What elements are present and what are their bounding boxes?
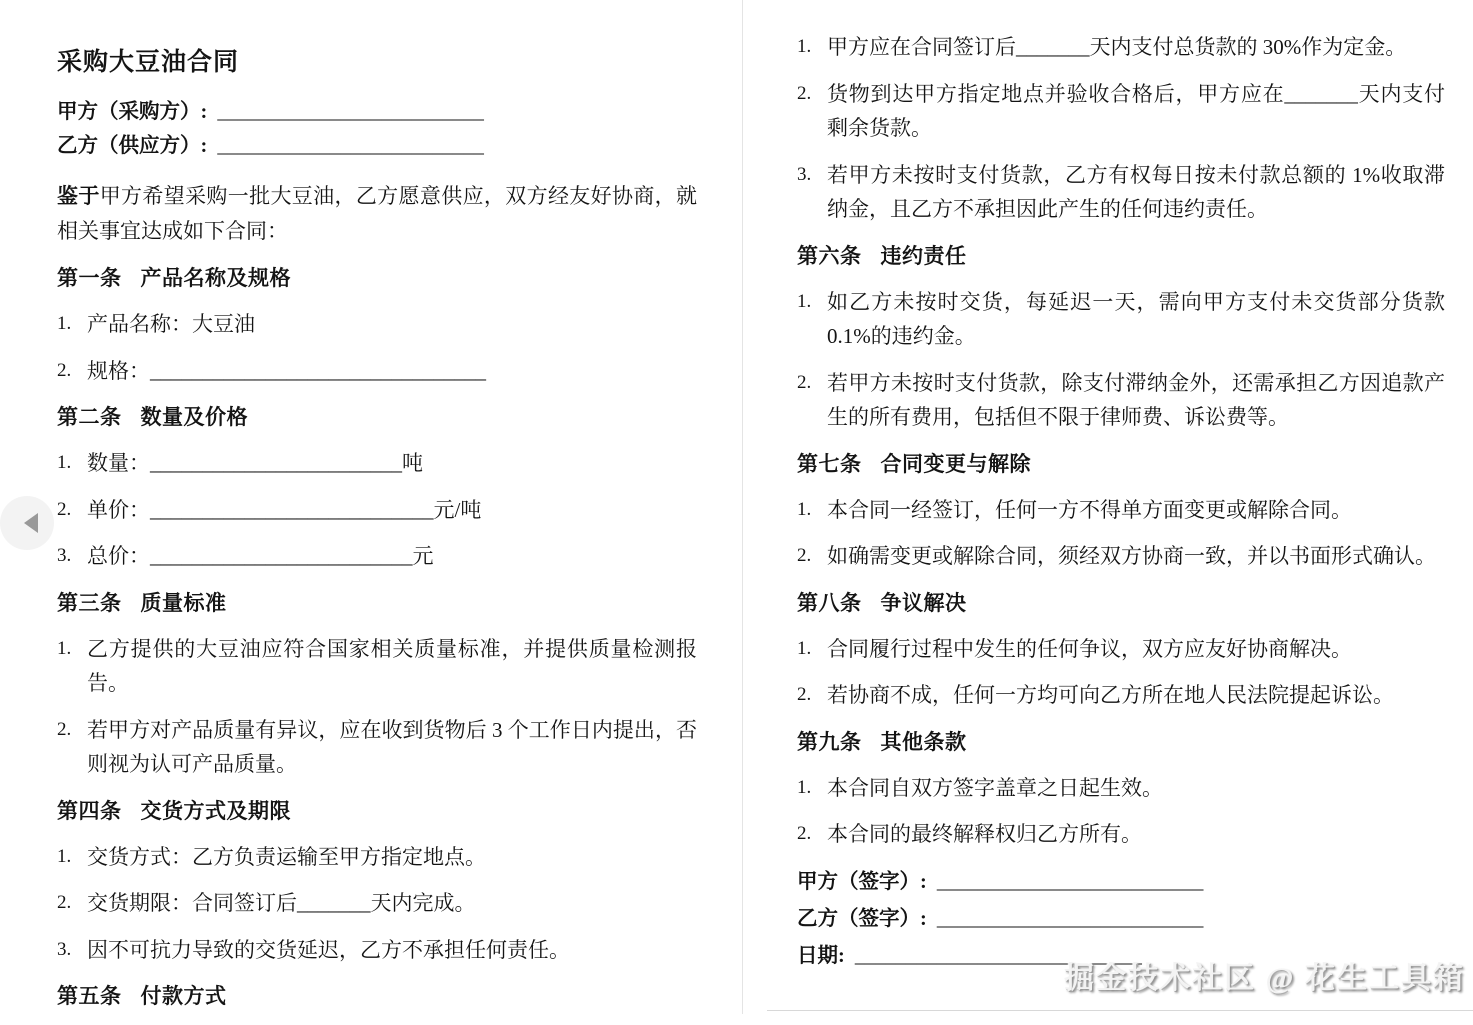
contract-page-right bbox=[797, 30, 1445, 976]
item-text: 产品名称：大豆油 bbox=[87, 312, 255, 336]
item-number: 2. bbox=[797, 545, 812, 566]
clause-item bbox=[57, 493, 697, 528]
item-number: 2. bbox=[797, 684, 812, 705]
fill-in-blank: __________________________ bbox=[936, 907, 1204, 930]
heading-number: 第五条 bbox=[57, 984, 122, 1008]
clause-item bbox=[797, 678, 1445, 713]
clause-item bbox=[797, 30, 1445, 65]
section-heading bbox=[797, 725, 1445, 759]
watermark: 掘金技术社区 @ 花生工具箱 bbox=[1064, 962, 1465, 995]
heading-number: 第一条 bbox=[57, 266, 122, 290]
clause-item bbox=[57, 933, 697, 968]
heading-title: 质量标准 bbox=[140, 590, 227, 615]
section-heading bbox=[797, 586, 1445, 620]
heading-number: 第七条 bbox=[797, 451, 862, 476]
item-text: 交货期限：合同签订后_______天内完成。 bbox=[87, 891, 476, 915]
clause-item bbox=[797, 493, 1445, 528]
item-text: 若甲方未按时支付货款，乙方有权每日按未付款总额的 1%收取滞纳金，且乙方不承担因此产生的任何违约责任。 bbox=[827, 162, 1445, 221]
previous-page-button[interactable] bbox=[0, 496, 54, 550]
item-text: 乙方提供的大豆油应符合国家相关质量标准，并提供质量检测报告。 bbox=[87, 636, 697, 695]
item-text: 如乙方未按时交货，每延迟一天，需向甲方支付未交货部分货款 0.1%的违约金。 bbox=[827, 289, 1445, 348]
fill-in-blank: ____________________________ bbox=[854, 944, 1142, 967]
clause-item bbox=[57, 632, 697, 701]
section-heading bbox=[57, 586, 697, 620]
heading-title: 其他条款 bbox=[880, 729, 967, 754]
item-text: 本合同自双方签字盖章之日起生效。 bbox=[827, 775, 1163, 800]
clause-item bbox=[797, 77, 1445, 146]
item-number: 1. bbox=[797, 36, 812, 57]
item-text: 本合同一经签订，任何一方不得单方面变更或解除合同。 bbox=[827, 497, 1352, 522]
item-text: 若协商不成，任何一方均可向乙方所在地人民法院提起诉讼。 bbox=[827, 683, 1394, 707]
clause-item bbox=[797, 771, 1445, 806]
section-heading bbox=[57, 979, 697, 1013]
party-line bbox=[57, 95, 697, 129]
item-text: 总价：_________________________元 bbox=[87, 544, 434, 568]
item-text: 甲方应在合同签订后_______天内支付总货款的 30%作为定金。 bbox=[827, 35, 1407, 59]
item-number: 1. bbox=[57, 845, 72, 867]
page-bottom-edge bbox=[767, 1010, 1473, 1011]
item-number: 3. bbox=[57, 938, 72, 960]
section-heading bbox=[57, 400, 697, 434]
clause-item bbox=[57, 886, 697, 921]
item-text: 合同履行过程中发生的任何争议，双方应友好协商解决。 bbox=[827, 636, 1352, 661]
heading-title: 产品名称及规格 bbox=[140, 266, 291, 290]
item-number: 2. bbox=[57, 359, 72, 381]
clause-item bbox=[797, 632, 1445, 667]
section-heading bbox=[797, 239, 1445, 273]
item-text: 如确需变更或解除合同，须经双方协商一致，并以书面形式确认。 bbox=[827, 544, 1436, 568]
heading-number: 第二条 bbox=[57, 405, 122, 429]
preamble bbox=[57, 179, 697, 249]
clause-item bbox=[797, 158, 1445, 227]
item-text: 交货方式：乙方负责运输至甲方指定地点。 bbox=[87, 844, 486, 869]
contract-title: 采购大豆油合同 bbox=[57, 49, 240, 76]
clause-item bbox=[57, 539, 697, 574]
clause-item bbox=[797, 817, 1445, 852]
heading-number: 第四条 bbox=[57, 798, 122, 823]
item-number: 2. bbox=[57, 498, 72, 520]
heading-number: 第九条 bbox=[797, 729, 862, 754]
clause-item bbox=[57, 307, 697, 342]
clause-item bbox=[797, 366, 1445, 435]
party-label: 乙方（供应方）: bbox=[57, 135, 208, 157]
preamble-text: 甲方希望采购一批大豆油，乙方愿意供应，双方经友好协商，就相关事宜达成如下合同： bbox=[57, 184, 698, 243]
section-heading bbox=[57, 794, 697, 828]
heading-title: 合同变更与解除 bbox=[880, 451, 1031, 476]
item-number: 1. bbox=[57, 313, 72, 334]
signature-line bbox=[797, 865, 1445, 899]
item-text: 若甲方对产品质量有异议，应在收到货物后 3 个工作日内提出，否则视为认可产品质量。 bbox=[87, 717, 697, 776]
section-heading bbox=[57, 261, 697, 295]
section-heading bbox=[797, 447, 1445, 481]
clause-item bbox=[57, 840, 697, 875]
clause-item bbox=[797, 539, 1445, 574]
clause-item bbox=[57, 446, 697, 481]
fill-in-blank: __________________________ bbox=[936, 870, 1204, 893]
item-number: 1. bbox=[797, 290, 812, 312]
heading-title: 数量及价格 bbox=[140, 405, 248, 429]
item-text: 若甲方未按时支付货款，除支付滞纳金外，还需承担乙方因追款产生的所有费用，包括但不限于律师费、诉讼费等。 bbox=[827, 370, 1445, 429]
item-text: 因不可抗力导致的交货延迟，乙方不承担任何责任。 bbox=[87, 937, 570, 962]
chevron-left-icon bbox=[24, 513, 38, 533]
party-line bbox=[57, 129, 697, 163]
fill-in-blank: __________________________ bbox=[217, 101, 484, 123]
contract-page-left bbox=[57, 44, 697, 1025]
signature-label: 甲方（签字）: bbox=[797, 870, 927, 893]
item-number: 2. bbox=[797, 82, 812, 104]
preamble-lead: 鉴于 bbox=[57, 184, 100, 208]
item-text: 数量：________________________吨 bbox=[87, 451, 423, 475]
item-number: 2. bbox=[797, 823, 812, 844]
item-number: 2. bbox=[797, 371, 812, 393]
item-number: 2. bbox=[57, 718, 72, 740]
item-number: 1. bbox=[57, 452, 72, 473]
item-number: 2. bbox=[57, 892, 72, 913]
heading-number: 第六条 bbox=[797, 243, 862, 268]
item-number: 1. bbox=[797, 776, 812, 798]
item-text: 单价：___________________________元/吨 bbox=[87, 497, 482, 522]
signature-label: 日期: bbox=[797, 944, 845, 967]
clause-item bbox=[57, 713, 697, 782]
signature-label: 乙方（签字）: bbox=[797, 907, 927, 930]
item-number: 1. bbox=[797, 498, 812, 520]
page-divider bbox=[742, 0, 743, 1014]
clause-item bbox=[797, 285, 1445, 354]
item-text: 本合同的最终解释权归乙方所有。 bbox=[827, 822, 1142, 846]
heading-title: 交货方式及期限 bbox=[140, 798, 291, 823]
item-number: 1. bbox=[57, 637, 72, 659]
item-number: 1. bbox=[797, 637, 812, 659]
item-number: 3. bbox=[57, 545, 72, 566]
heading-title: 违约责任 bbox=[880, 243, 967, 268]
heading-title: 争议解决 bbox=[880, 590, 967, 615]
heading-number: 第八条 bbox=[797, 590, 862, 615]
item-number: 3. bbox=[797, 163, 812, 185]
fill-in-blank: __________________________ bbox=[217, 135, 484, 157]
item-text: 规格：________________________________ bbox=[87, 358, 486, 383]
item-text: 货物到达甲方指定地点并验收合格后，甲方应在_______天内支付剩余货款。 bbox=[827, 81, 1445, 140]
signature-line bbox=[797, 902, 1445, 936]
clause-item bbox=[57, 354, 697, 389]
party-label: 甲方（采购方）: bbox=[57, 101, 208, 123]
heading-title: 付款方式 bbox=[140, 984, 227, 1008]
heading-number: 第三条 bbox=[57, 590, 122, 615]
